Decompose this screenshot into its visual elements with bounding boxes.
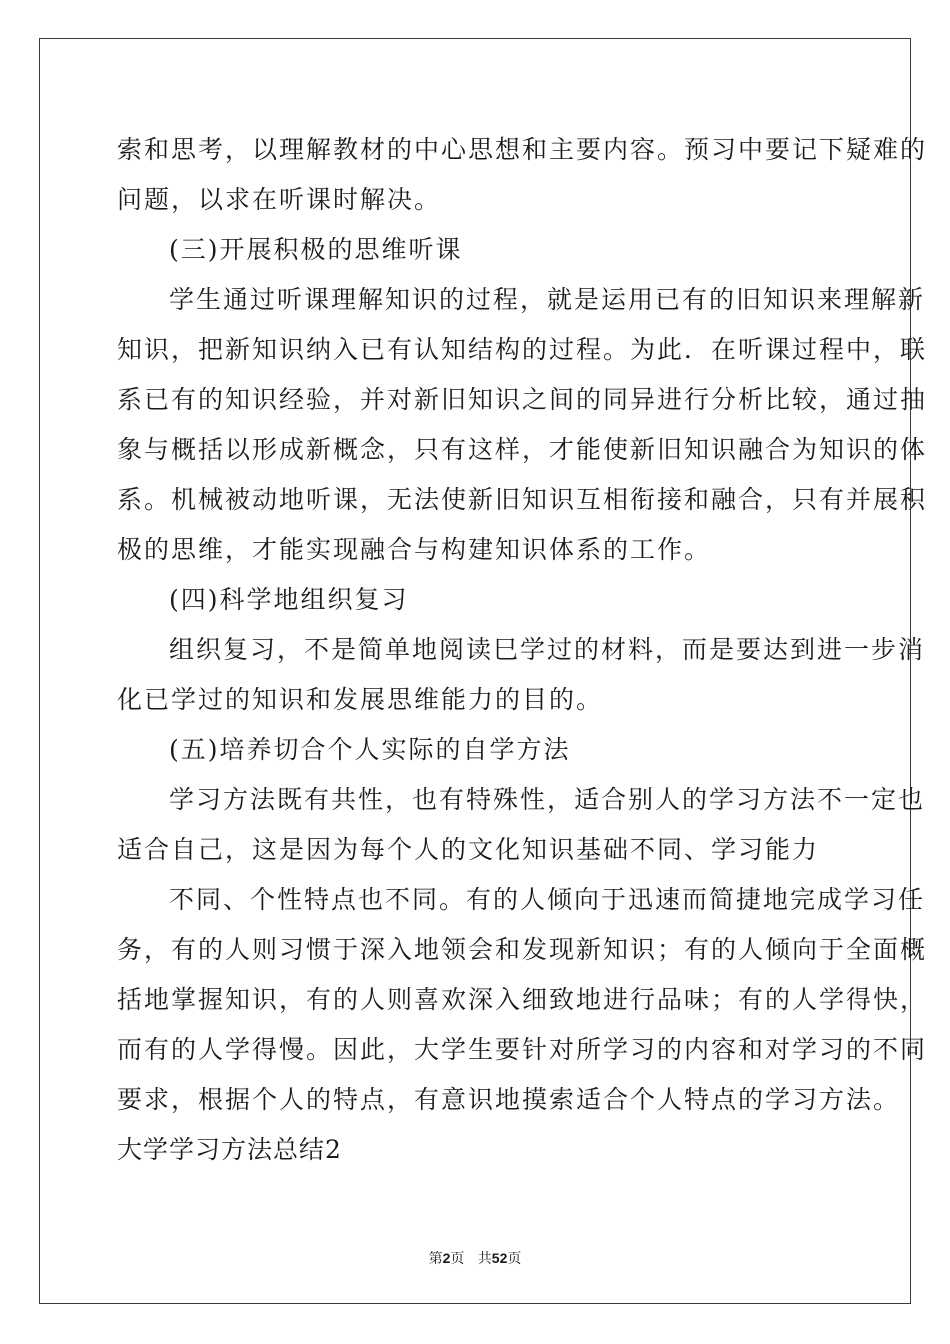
page-footer <box>0 1248 950 1268</box>
paragraph-line: 要求，根据个人的特点，有意识地摸索适合个人特点的学习方法。 <box>117 1085 901 1114</box>
paragraph-line: 适合自己，这是因为每个人的文化知识基础不同、学习能力 <box>117 835 820 864</box>
paragraph-line: 而有的人学得慢。因此，大学生要针对所学习的内容和对学习的不同 <box>117 1035 928 1064</box>
paragraph-line: 务，有的人则习惯于深入地领会和发现新知识；有的人倾向于全面概 <box>117 935 928 964</box>
page-prefix: 第 <box>428 1251 443 1267</box>
section-heading-3: (三)开展积极的思维听课 <box>169 235 463 264</box>
paragraph-line: 组织复习，不是简单地阅读巳学过的材料，而是要达到进一步消 <box>169 635 926 664</box>
paragraph-line: 极的思维，才能实现融合与构建知识体系的工作。 <box>117 535 712 564</box>
paragraph-line: 系已有的知识经验，并对新旧知识之间的同异进行分析比较，通过抽 <box>117 385 928 414</box>
paragraph-line: 化已学过的知识和发展思维能力的目的。 <box>117 685 604 714</box>
paragraph-line: 学习方法既有共性，也有特殊性，适合别人的学习方法不一定也 <box>169 785 926 814</box>
section-heading-4: (四)科学地组织复习 <box>169 585 409 614</box>
section-heading-5: (五)培养切合个人实际的自学方法 <box>169 735 571 764</box>
page-total: 52 <box>491 1250 508 1266</box>
document-body <box>117 130 928 1180</box>
paragraph-line: 知识，把新知识纳入已有认知结构的过程。为此．在听课过程中，联 <box>117 335 928 364</box>
total-suffix: 页 <box>507 1251 522 1267</box>
page-number: 2 <box>442 1250 451 1266</box>
paragraph-line: 问题，以求在听课时解决。 <box>117 185 442 214</box>
paragraph-line: 学生通过听课理解知识的过程，就是运用已有的旧知识来理解新 <box>169 285 926 314</box>
total-prefix: 共 <box>477 1251 492 1267</box>
paragraph-line: 象与概括以形成新概念，只有这样，才能使新旧知识融合为知识的体 <box>117 435 928 464</box>
page-suffix: 页 <box>450 1251 465 1267</box>
paragraph-line: 系。机械被动地听课，无法使新旧知识互相衔接和融合，只有并展积 <box>117 485 928 514</box>
section-title: 大学学习方法总结2 <box>117 1135 342 1164</box>
paragraph-line: 不同、个性特点也不同。有的人倾向于迅速而简捷地完成学习任 <box>169 885 926 914</box>
paragraph-line: 索和思考，以理解教材的中心思想和主要内容。预习中要记下疑难的 <box>117 135 928 164</box>
paragraph-line: 括地掌握知识，有的人则喜欢深入细致地进行品味；有的人学得快， <box>117 985 928 1014</box>
